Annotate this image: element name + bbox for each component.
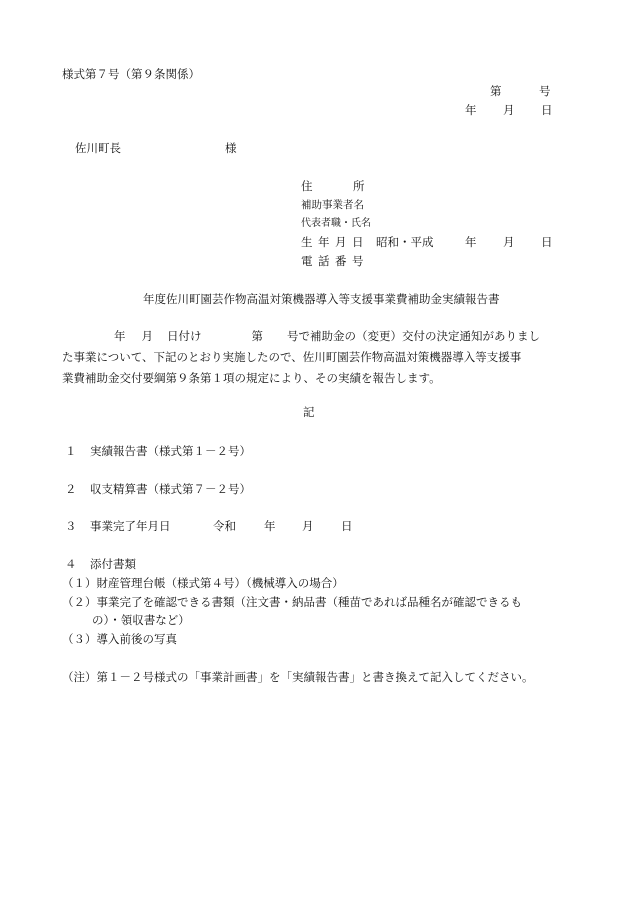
addressee-honorific: 様	[225, 141, 237, 155]
item-3-month: 月	[302, 519, 314, 533]
item-3-era: 令和	[213, 519, 236, 533]
body-line-2: た事業について、下記のとおり実施したので、佐川町園芸作物高温対策機器導入等支援事	[62, 350, 522, 364]
phone-char-2: 話	[318, 254, 330, 268]
phone-char-4: 号	[352, 254, 364, 268]
phone-char-1: 電	[301, 254, 313, 268]
document-title: 年度佐川町園芸作物高温対策機器導入等支援事業費補助金実績報告書	[143, 292, 500, 306]
form-label: 様式第７号（第９条関係）	[62, 67, 200, 81]
item-1-number: １	[65, 444, 77, 458]
date-month: 月	[503, 103, 515, 117]
birth-char-4: 日	[352, 235, 364, 249]
item-1-text: 実績報告書（様式第１－２号）	[90, 444, 251, 458]
attachment-2: （２）事業完了を確認できる書類（注文書・納品書（種苗であれば品種名が確認できるも	[62, 595, 522, 609]
birth-day: 日	[541, 235, 553, 249]
body-line-1	[62, 326, 570, 347]
addressee-name: 佐川町長	[75, 141, 121, 155]
body-line-3: 業費補助金交付要綱第９条第１項の規定により、その実績を報告します。	[62, 371, 441, 385]
ki-heading: 記	[303, 405, 315, 419]
body-paragraph	[62, 326, 570, 389]
date-year: 年	[465, 103, 477, 117]
phone-char-3: 番	[335, 254, 347, 268]
birth-char-3: 月	[335, 235, 347, 249]
body-number-prefix: 第	[251, 329, 263, 343]
body-year: 年	[114, 329, 126, 343]
attachment-3: （３）導入前後の写真	[62, 632, 177, 646]
item-3-number: ３	[65, 519, 77, 533]
item-2-number: ２	[65, 482, 77, 496]
item-3-text: 事業完了年月日	[90, 519, 171, 533]
birth-char-2: 年	[318, 235, 330, 249]
attachment-1: （１）財産管理台帳（様式第４号）（機械導入の場合）	[62, 576, 344, 590]
doc-number-suffix: 号	[539, 84, 551, 98]
birth-era: 昭和・平成	[376, 235, 434, 249]
address-label-1: 住	[301, 179, 313, 193]
birth-month: 月	[503, 235, 515, 249]
body-month: 月	[141, 329, 153, 343]
item-3-day: 日	[341, 519, 353, 533]
item-3-year: 年	[264, 519, 276, 533]
body-day: 日付け	[167, 329, 202, 343]
business-name-label: 補助事業者名	[301, 199, 364, 211]
item-2-text: 収支精算書（様式第７－２号）	[90, 482, 251, 496]
birth-year: 年	[465, 235, 477, 249]
date-day: 日	[541, 103, 553, 117]
attachment-2-cont: の）・領収書など）	[92, 613, 190, 627]
item-4-text: 添付書類	[90, 557, 136, 571]
doc-number-prefix: 第	[490, 84, 502, 98]
representative-label: 代表者職・氏名	[301, 218, 371, 229]
footnote: （注）第１－２号様式の「事業計画書」を「実績報告書」と書き換えて記入してください。	[62, 670, 534, 684]
birth-char-1: 生	[301, 235, 313, 249]
body-line-1-text: 号で補助金の（変更）交付の決定通知がありまし	[287, 329, 540, 343]
item-4-number: ４	[65, 557, 77, 571]
address-label-2: 所	[353, 179, 365, 193]
